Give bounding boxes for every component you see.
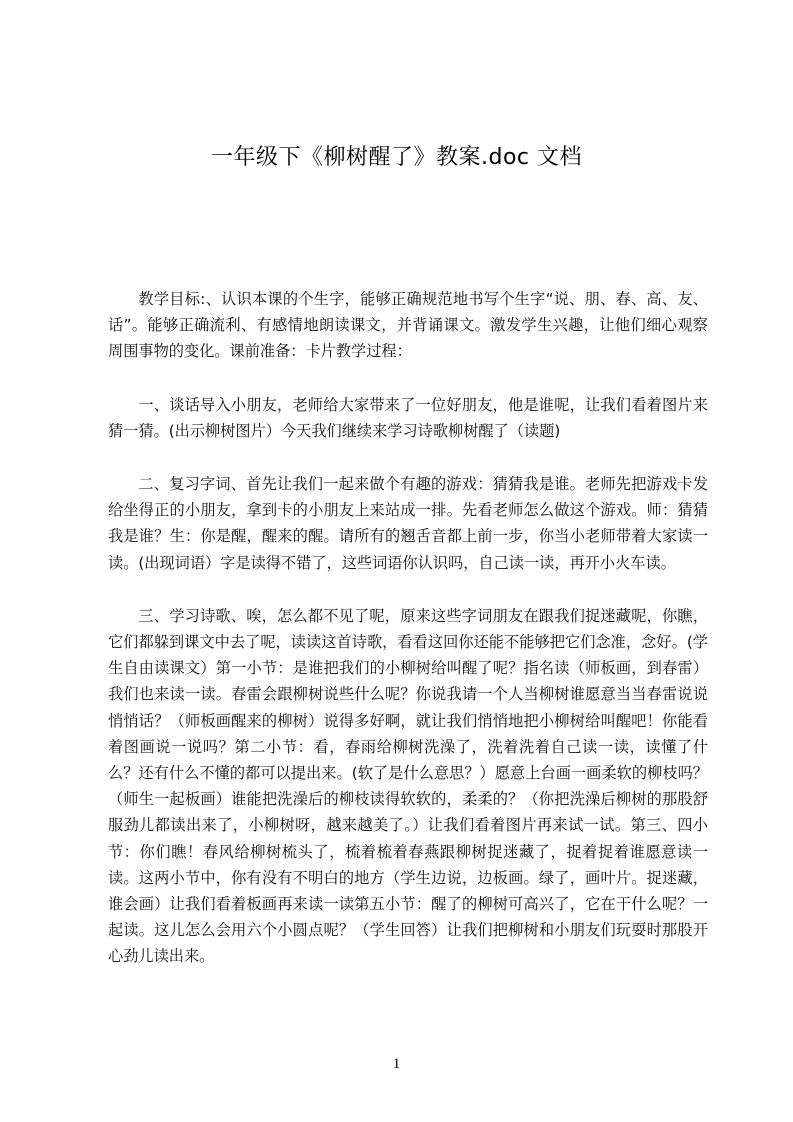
paragraph-review: 二、复习字词、首先让我们一起来做个有趣的游戏：猜猜我是谁。老师先把游戏卡发给坐得正的小朋友，拿到卡的小朋友上来站成一排。先看老师怎么做这个游戏。师：猜猜我是谁？生：你是醒，醒来的醒。请所有的翘舌音都上前一步，你当小老师带着大家读一读。(出现词语）字是读得不错了，这些词语你认识吗，自己读一读，再开小火车读。: [108, 475, 708, 572]
document-body: [108, 286, 708, 997]
document-title: 一年级下《柳树醒了》教案.doc 文档: [210, 145, 582, 170]
paragraph-introduction: 一、谈话导入小朋友，老师给大家带来了一位好朋友，他是谁呢，让我们看着图片来猜一猜。(出示柳树图片）今天我们继续来学习诗歌柳树醒了（读题): [108, 395, 708, 440]
paragraph-objectives: 教学目标:、认识本课的个生字，能够正确规范地书写个生字“说、朋、春、高、友、话”。能够正确流利、有感情地朗读课文，并背诵课文。激发学生兴趣，让他们细心观察周围事物的变化。课前准备：卡片教学过程：: [108, 290, 708, 361]
paragraph-poem-study: 三、学习诗歌、唉，怎么都不见了呢，原来这些字词朋友在跟我们捉迷藏呢，你瞧，它们都躲到课文中去了呢，读读这首诗歌，看看这回你还能不能够把它们念准，念好。(学生自由读课文）第一小节：是谁把我们的小柳树给叫醒了呢？指名读（师板画，到春雷）我们也来读一读。春雷会跟柳树说些什么呢？你说我请一个人当柳树谁愿意当当春雷说说悄悄话？（师板画醒来的柳树）说得多好啊，就让我们悄悄地把小柳树给叫醒吧！你能看着图画说一说吗？第二小节：看，春雨给柳树洗澡了，洗着洗着自己读一读，读懂了什么？还有什么不懂的都可以提出来。(软了是什么意思？）愿意上台画一画柔软的柳枝吗？（师生一起板画）谁能把洗澡后的柳枝读得软软的，柔柔的？（你把洗澡后柳树的那股舒服劲儿都读出来了，小柳树呀，越来越美了。）让我们看着图片再来试一试。第三、四小节：你们瞧！春风给柳树梳头了，梳着梳着春燕跟柳树捉迷藏了，捉着捉着谁愿意读一读。这两小节中，你有没有不明白的地方（学生边说，边板画。绿了，画叶片。捉迷藏，谁会画）让我们看着板画再来读一读第五小节：醒了的柳树可高兴了，它在干什么呢？一起读。这儿怎么会用六个小圆点呢？（学生回答）让我们把柳树和小朋友们玩耍时那股开心劲儿读出来。: [108, 606, 708, 966]
page-number: 1: [392, 1056, 401, 1072]
